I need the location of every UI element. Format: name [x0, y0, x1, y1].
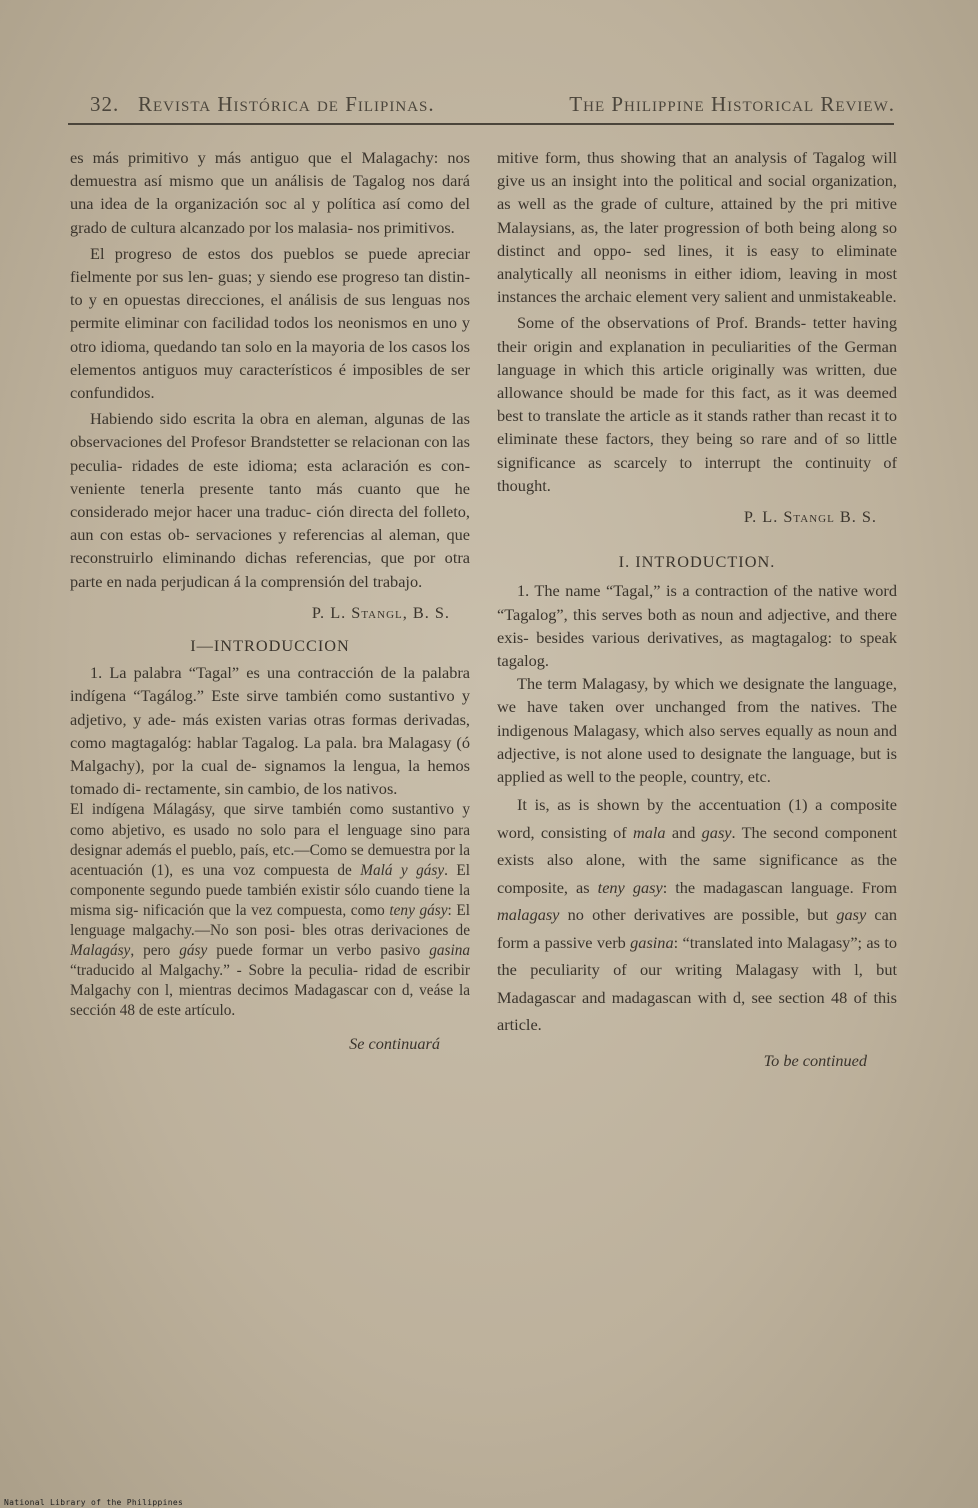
spanish-section-heading: I—INTRODUCCION [190, 636, 350, 656]
spanish-paragraph-5 [70, 800, 470, 1021]
spanish-paragraph-1: es más primitivo y más antiguo que el Malagachy: nos demuestra así mismo que un análisis de Tagalog nos dará una idea de la organización soc al y política así como del grado de cultura alcanzado por los malasia- nos primitivos. [70, 148, 470, 237]
italic-term: gásy [179, 942, 208, 960]
italic-term: gasina [429, 942, 470, 960]
text-run: puede formar un verbo pasivo [207, 942, 430, 960]
text-run: : “translated into Malagasy”; as to the peculiarity of our writing Malagasy with l, but Madagascar and madagascan with d, see section 48 of this article. [497, 932, 897, 1035]
text-run: . The second component exists also alone, with the same significance as the composite, as [497, 822, 898, 897]
spanish-paragraph-2: El progreso de estos dos pueblos se puede apreciar fielmente por sus len- guas; y siendo ese progreso tan distin- to y en opuestas direcciones, el análisis de sus lenguas nos permite eliminar con facilidad todos los neonismos en uno y otro idioma, quedando tan solo en la mayoria de los casos los elementos antiguos muy característicos é imposibles de ser confundidos. [70, 243, 470, 403]
spanish-continued-note: Se continuará [349, 1033, 440, 1053]
library-watermark: National Library of the Philippines [4, 1498, 184, 1507]
italic-term: teny gasy [597, 877, 663, 897]
english-paragraph-1: mitive form, thus showing that an analysis of Tagalog will give us an insight into the political and social organization, as well as the grade of culture, attained by the pri mitive Malaysians, as, the later progression of both being along so distinct and oppo- sed lines, it is easy to eliminate analytically all neonisms in either idiom, leaving in most instances the archaic element very salient and unmistakeable. [497, 148, 897, 307]
english-paragraph-3: 1. The name “Tagal,” is a contraction of the native word “Tagalog”, this serves both as noun and adjective, and there exis- besides various derivatives, as magtagalog: to speak tagalog. [497, 581, 897, 671]
text-run: and [665, 822, 702, 842]
text-run: El indígena Málagásy, que sirve también como sustantivo y como abjetivo, es usado no solo para el lenguage sino para designar además el pueblo, país, etc.—Como se demuestra por la acentuación (1), es una voz compuesta de [70, 801, 470, 879]
english-paragraph-2: Some of the observations of Prof. Brands- tetter having their origin and explanation in peculiarities of the German language in which this article originally was written, due allowance should be made for this fact, as it was deemed best to translate the article as it stands rather than recast it to eliminate these factors, they being so rare and of so little significance as scarcely to interrupt the continuity of thought. [497, 313, 897, 495]
english-column [497, 146, 897, 1072]
text-run: : El lenguage malgachy.—No son posi- bles otras derivaciones de [70, 901, 470, 940]
english-signature: P. L. Stangl B. S. [743, 507, 877, 527]
italic-term: mala [633, 822, 666, 842]
spanish-signature: P. L. Stangl, B. S. [311, 602, 450, 622]
italic-term: Malagásy [70, 942, 131, 960]
spanish-paragraph-4: 1. La palabra “Tagal” es una contracción de la palabra indígena “Tagálog.” Este sirve también como sustantivo y adjetivo, y ade- más existen varias otras formas derivadas, como magtagalóg: hablar Tagalog. La pala. bra Malagasy (ó Malgachy), por la cual de- signamos la lengua, la hemos tomado di- rectamente, sin cambio, de los nativos. [70, 663, 470, 799]
text-run: “traducido al Malgachy.” - Sobre la peculia- ridad de escribir Malgachy con l, mientras decimos Madagascar con d, veáse la sección 48 de este artículo. [70, 962, 470, 1020]
spanish-paragraph-3: Habiendo sido escrita la obra en aleman, algunas de las observaciones del Profesor Brandstetter se relacionan con las peculia- ridades de este idioma; esta aclaración es con- veniente tenerla presente tanto más cuanto que he considerado mejor hacer una traduc- ción directa del folleto, aun con estas ob- servaciones y referencias al aleman, que reconstruirlo eliminando dichas referencias, que por otra parte en nada perjudican á la comprensión del trabajo. [70, 409, 470, 591]
italic-term: malagasy [497, 905, 560, 925]
italic-term: teny gásy [389, 901, 448, 919]
text-run: , pero [130, 942, 180, 960]
english-paragraph-4: The term Malagasy, by which we designate the language, we have taken over unchanged from the natives. The indigenous Malagasy, which also serves equally as noun and adjective, is not alone used to designate the language, but is applied as well to the people, country, etc. [497, 674, 897, 787]
english-continued-note: To be continued [763, 1050, 867, 1070]
page-number-and-spanish-title [90, 92, 435, 117]
italic-term: gasy [836, 905, 867, 925]
spanish-column [70, 146, 470, 1055]
spanish-title: Revista Histórica de Filipinas. [138, 92, 435, 116]
english-paragraph-5 [497, 791, 897, 1039]
italic-term: gasy [701, 822, 732, 842]
text-run: no other derivatives are possible, but [559, 905, 837, 925]
running-head [90, 92, 895, 122]
text-run: can form a passive verb [497, 905, 897, 952]
italic-term: Malá y gásy [360, 861, 445, 879]
italic-term: gasina [630, 932, 674, 952]
text-run: . El componente segundo puede también existir sólo cuando tiene la misma sig- nificación que la vez compuesta, como [70, 861, 470, 919]
text-run: It is, as is shown by the accentuation (1) a composite word, consisting of [497, 795, 897, 842]
page-number: 32. [90, 92, 120, 116]
english-title: The Philippine Historical Review. [569, 92, 895, 116]
header-rule [68, 123, 894, 125]
text-run: : the madagascan language. From [662, 877, 897, 897]
english-section-heading: I. INTRODUCTION. [618, 552, 776, 572]
